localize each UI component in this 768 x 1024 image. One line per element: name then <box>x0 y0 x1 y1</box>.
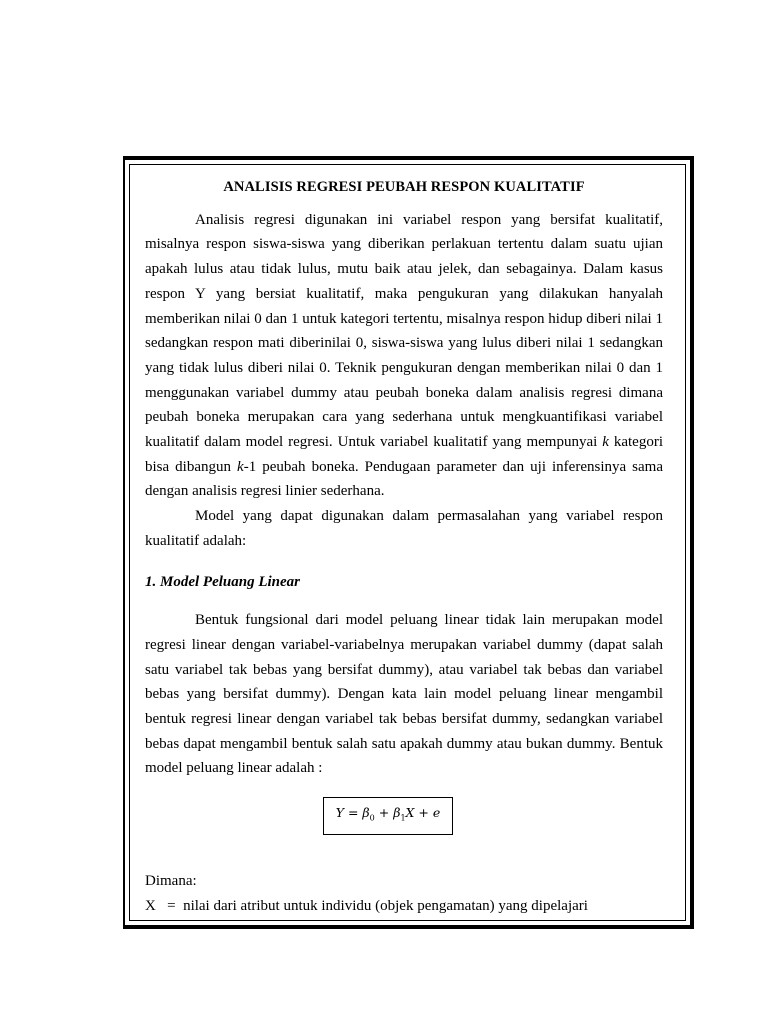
definition-row <box>145 894 663 919</box>
k-variable: k <box>602 434 609 451</box>
intro-text-3: -1 peubah boneka. Pendugaan parameter dan uji inferensinya sama dengan analisis regresi linier sederhana. <box>145 458 663 500</box>
intro-text-1: Analisis regresi digunakan ini variabel respon yang bersifat kualitatif, misalnya respon siswa-siswa yang diberikan perlakuan tertentu dalam suatu ujian apakah lulus atau tidak lulus, mutu baik atau jelek, dan sebagainya. Dalam kasus respon Y yang bersiat kualitatif, maka pengukuran yang dilakukan hanyalah memberikan nilai 0 dan 1 untuk kategori tertentu, misalnya respon hidup diberi nilai 1 sedangkan respon mati diberinilai 0, siswa-siswa yang lulus diberi nilai 1 sedangkan yang tidak lulus diberi nilai 0. Teknik pengukuran dengan memberikan nilai 0 dan 1 menggunakan variabel dummy atau peubah boneka dalam analisis regresi dimana peubah boneka merupakan cara yang sederhana untuk mengkuantifikasi variabel kualitatif dalam model regresi. Untuk variabel kualitatif yang mempunyai <box>145 211 663 451</box>
dimana-label: Dimana: <box>145 873 197 890</box>
section-heading: 1. Model Peluang Linear <box>145 573 301 590</box>
formula-box <box>323 797 453 835</box>
formula-x: X <box>405 805 415 821</box>
formula-equals: = <box>347 805 359 821</box>
intro-paragraph <box>145 208 663 504</box>
formula <box>336 801 441 831</box>
k-variable: k <box>237 458 244 475</box>
definition-equals: = <box>167 897 176 914</box>
formula-sub-0: 0 <box>369 813 375 823</box>
formula-beta0: β <box>362 805 370 821</box>
definition-symbol: X <box>145 897 156 914</box>
formula-beta1: β <box>393 805 401 821</box>
document-title: ANALISIS REGRESI PEUBAH RESPON KUALITATIF <box>223 179 585 195</box>
intro-text-2: kategori bisa dibangun <box>145 434 663 475</box>
formula-plus: + <box>418 805 429 821</box>
document-content <box>145 175 663 919</box>
model-paragraph: Model yang dapat digunakan dalam permasalahan yang variabel respon kualitatif adalah: <box>145 508 663 549</box>
formula-y: Y <box>335 805 344 821</box>
definition-text: nilai dari atribut untuk individu (objek pengamatan) yang dipelajari <box>183 897 588 914</box>
formula-sub-1: 1 <box>400 813 406 823</box>
formula-plus: + <box>378 805 390 821</box>
linear-probability-paragraph: Bentuk fungsional dari model peluang linear tidak lain merupakan model regresi linear dengan variabel-variabelnya merupakan variabel dummy (dapat salah satu variabel tak bebas yang bersifat dummy), atau variabel tak bebas dan variabel bebas yang bersifat dummy). Dengan kata lain model peluang linear mengambil bentuk regresi linear dengan variabel tak bebas bersifat dummy, sedangkan variabel bebas dapat mengambil bentuk salah satu apakah dummy atau bukan dummy. Bentuk model peluang linear adalah : <box>145 612 663 777</box>
formula-e: e <box>432 805 441 821</box>
